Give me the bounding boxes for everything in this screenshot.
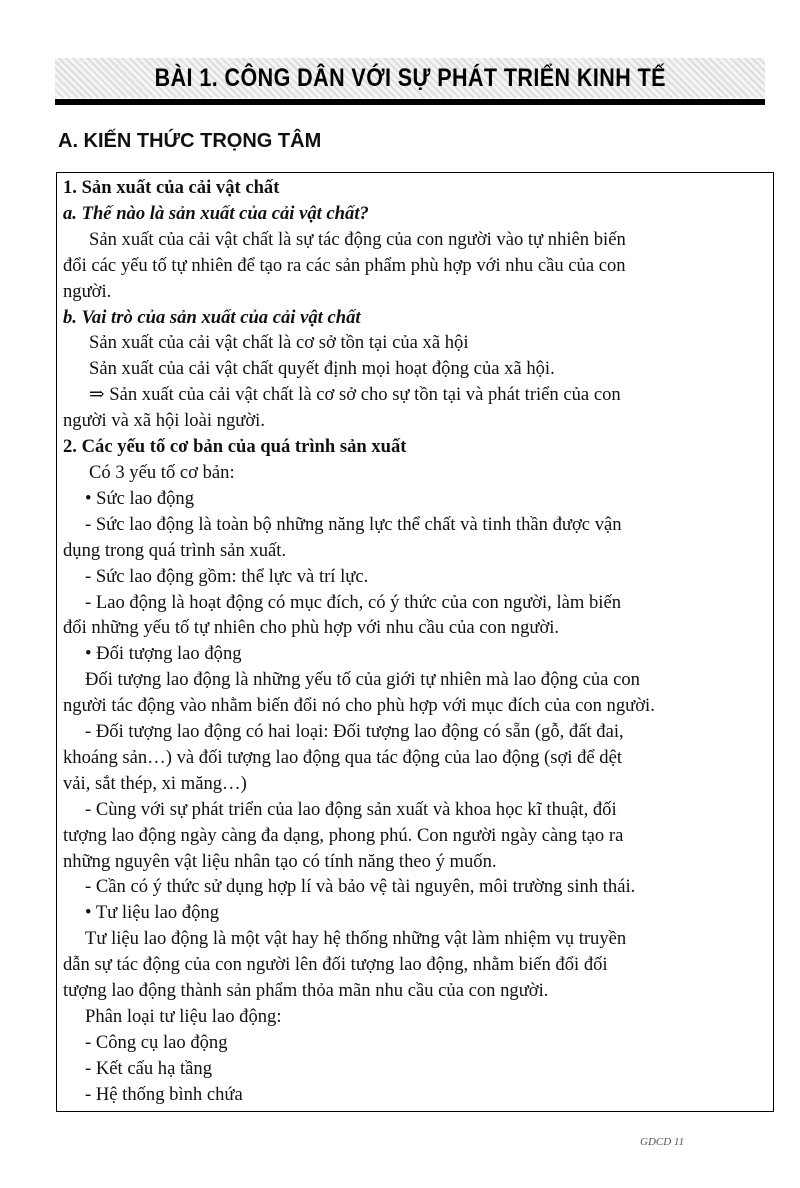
text-line: • Tư liệu lao động [85, 902, 219, 924]
lesson-title: BÀI 1. CÔNG DÂN VỚI SỰ PHÁT TRIỂN KINH TẾ [154, 64, 666, 92]
text-line: - Cần có ý thức sử dụng hợp lí và bảo vệ tài nguyên, môi trường sinh thái. [85, 876, 636, 898]
text-line: tượng lao động ngày càng đa dạng, phong phú. Con người ngày càng tạo ra [63, 824, 624, 846]
heading-line: 1. Sản xuất của cải vật chất [63, 177, 280, 198]
text-line: - Sức lao động gồm: thể lực và trí lực. [85, 565, 369, 587]
text-line: người tác động vào nhằm biến đổi nó cho phù hợp với mục đích của con người. [63, 695, 655, 717]
text-line: ⇒ Sản xuất của cải vật chất là cơ sở cho sự tồn tại và phát triển của con [89, 384, 621, 406]
title-rule [55, 99, 765, 105]
text-line: dẫn sự tác động của con người lên đối tượng lao động, nhằm biến đổi đối [63, 954, 608, 976]
text-line: những nguyên vật liệu nhân tạo có tính năng theo ý muốn. [63, 850, 497, 872]
text-line: dụng trong quá trình sản xuất. [63, 539, 287, 561]
text-line: - Công cụ lao động [85, 1031, 228, 1053]
text-line: đổi những yếu tố tự nhiên cho phù hợp với nhu cầu của con người. [63, 617, 560, 639]
text-line: Tư liệu lao động là một vật hay hệ thống những vật làm nhiệm vụ truyền [85, 928, 627, 950]
text-line: • Sức lao động [85, 487, 195, 509]
text-line: - Sức lao động là toàn bộ những năng lực thể chất và tinh thần được vận [85, 513, 622, 535]
text-line: khoáng sản…) và đối tượng lao động qua tác động của lao động (sợi để dệt [63, 746, 623, 768]
heading-line: a. Thế nào là sản xuất của cải vật chất? [63, 202, 369, 224]
text-line: Phân loại tư liệu lao động: [85, 1006, 282, 1027]
section-title: A. KIẾN THỨC TRỌNG TÂM [58, 130, 322, 152]
heading-line: 2. Các yếu tố cơ bản của quá trình sản xuất [63, 436, 407, 458]
text-line: người. [63, 280, 112, 302]
text-line: - Kết cấu hạ tầng [85, 1057, 212, 1079]
text-line: người và xã hội loài người. [63, 410, 265, 432]
text-line: Sản xuất của cải vật chất là sự tác động của con người vào tự nhiên biến [89, 228, 626, 250]
text-line: - Cùng với sự phát triển của lao động sản xuất và khoa học kĩ thuật, đối [85, 798, 617, 820]
text-line: Đối tượng lao động là những yếu tố của giới tự nhiên mà lao động của con [85, 669, 640, 691]
text-line: tượng lao động thành sản phẩm thỏa mãn nhu cầu của con người. [63, 980, 549, 1002]
page-footer: GDCD 11 [640, 1136, 685, 1148]
text-line: • Đối tượng lao động [85, 643, 242, 665]
text-line: vải, sắt thép, xi măng…) [63, 772, 247, 794]
content-box [56, 172, 774, 1112]
text-line: đổi các yếu tố tự nhiên để tạo ra các sản phẩm phù hợp với nhu cầu của con [63, 254, 626, 276]
text-line: - Đối tượng lao động có hai loại: Đối tượng lao động có sẵn (gỗ, đất đai, [85, 721, 624, 743]
text-line: - Lao động là hoạt động có mục đích, có ý thức của con người, làm biến [85, 591, 622, 613]
text-line: Có 3 yếu tố cơ bản: [89, 461, 235, 483]
heading-line: b. Vai trò của sản xuất của cải vật chất [63, 306, 361, 328]
text-line: - Hệ thống bình chứa [85, 1083, 243, 1105]
lesson-banner [55, 58, 765, 98]
text-line: Sản xuất của cải vật chất là cơ sở tồn tại của xã hội [89, 332, 469, 354]
text-line: Sản xuất của cải vật chất quyết định mọi hoạt động của xã hội. [89, 358, 555, 380]
